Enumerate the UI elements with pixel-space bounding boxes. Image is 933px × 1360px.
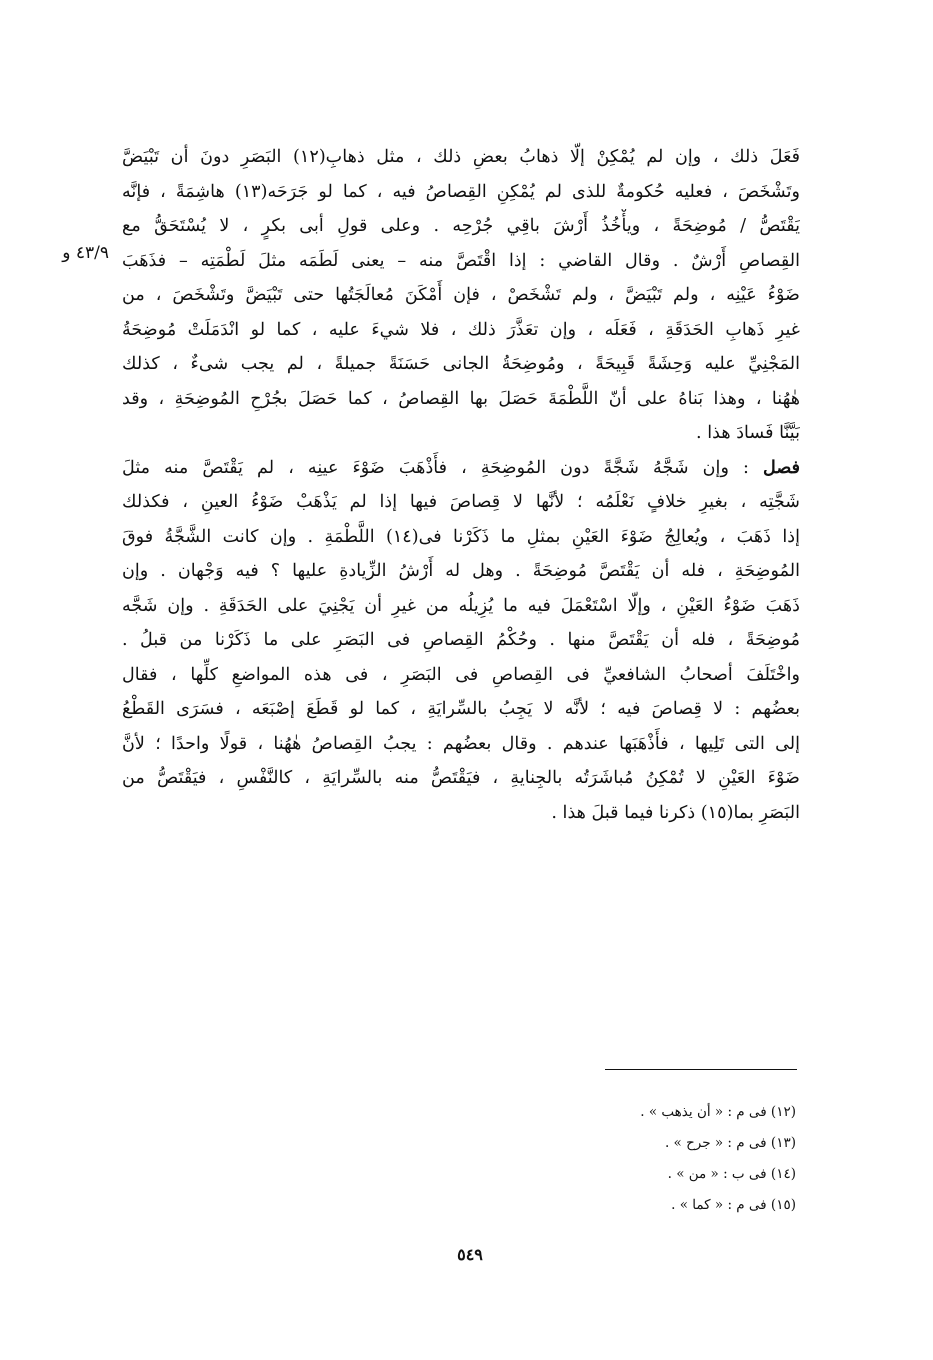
section-heading-line: فصل : وإن شَجَّهُ شَجَّةً دون المُوضِحَةِ ، فأَذْهَبَ ضَوْءَ عينِه ، لم يَقْتَصَّ منه مثلَ [122,456,800,478]
footnote: (١٢) فى م : « أن يذهب » . [640,1104,796,1120]
page-number: ٥٤٩ [457,1245,483,1264]
text-line: ضَوْءُ عَيْنِه ، ولم تَبْيَضَّ ، ولم تَشْخَصْ ، فإن أَمْكَنَ مُعالَجَتُها حتى تَبْيَضَّ وتَشْخَصَ ، من [122,285,800,305]
footnote: (١٣) فى م : « جرح » . [664,1135,796,1151]
text-line: إلى التى تَلِيها ، فأَذْهَبَها عندهم . وقال بعضُهم : يجبُ القِصاصُ هٰهُنا ، قولًا واحدًا ؛ لأنَّ [122,733,800,754]
text-line: المُوضِحَةِ ، فله أن يَقْتَصَّ مُوضِحَةً . وهل له أَرْشُ الزِّيادةِ عليها ؟ فيه وَجْهان . وإن [122,561,800,581]
main-text [122,140,800,830]
margin-folio-reference: ٤٣/٩ و [62,243,109,263]
text-line: ذَهَبَ ضَوْءُ العَيْنِ ، وإلّا اسْتَعْمَلَ فيه ما يُزِيلُه من غيرِ أن يَجْنِيَ على الحَدَقَةِ . وإن شَجَّه [122,595,800,616]
text-line: البَصَرِ بما(١٥) ذكرنا فيما قبلَ هذا . [551,802,800,823]
text-line: ضَوْءَ العَيْنِ لا تُمْكِنُ مُباشَرَتُه بالجِنايةِ ، فيَقْتَصُّ منه بالسِّرايَةِ ، كالنَّفْسِ ، فيَقْتَصُّ من [122,768,800,788]
text-line: فَعَلَ ذلك ، وإن لم يُمْكِنْ إلّا ذهابُ بعضِ ذلك ، مثل ذهابِ(١٢) البَصَرِ دونَ أن تَبْيَضَّ [122,147,800,167]
text-line: غيرِ ذَهابِ الحَدَقَةِ ، فَعَلَه ، وإن تعَذَّرَ ذلك ، فلا شيءَ عليه ، كما لو انْدَمَلَتْ مُوضِحَةُ [122,319,800,340]
text-line: وتَشْخَصَ ، فعليه حُكومةٌ للذى لم يُمْكِنِ القِصاصُ فيه ، كما لو جَرَحَه(١٣) هاشِمَةً ، فإنَّه [122,181,800,202]
footnotes [560,1097,796,1221]
text-line: يَقْتَصُّ / مُوضِحَةً ، ويأْخُذُ أَرْشَ باقِي جُرْحِه . وعلى قولِ أبى بكرٍ ، لا يُسْتَحَقُّ مع [122,216,800,236]
text-line: هٰهُنا ، وهذا بَناهُ على أنّ اللَّطْمَةَ حَصَلَ بها القِصاصُ ، كما حَصَلَ بجُرْحِ المُوضِحَةِ ، وقد [122,388,800,409]
section-keyword: فصل [763,456,800,478]
text-line: شَجَّتِه ، بغيرِ خلافٍ نَعْلَمُه ؛ لأنَّها لا قِصاصَ فيها إذا لم يَذْهَبْ ضَوْءُ العينِ ، فكذلك [122,492,800,512]
text-line: بعضُهم : لا قِصاصَ فيه ؛ لأنَّه لا يَجِبُ بالسِّرايَةِ ، كما لو قَطَعَ إصْبَعَه ، فسَرَى القَطْعُ [122,699,800,719]
text-line: واخْتَلَفَ أصحابُ الشافعيِّ فى القِصاصِ فى البَصَرِ ، فى هذه المواضعِ كلِّها ، فقال [122,664,800,685]
text-line: إذا ذَهَبَ ، ويُعالِجُ ضَوْءَ العَيْنِ بمثلِ ما ذَكَرْنا فى(١٤) اللَّطْمَةِ . وإن كانت الشَّجَّةُ فوقَ [122,526,800,547]
footnote: (١٥) فى م : « كما » . [671,1197,796,1213]
text-line: مُوضِحَةً ، فله أن يَقْتَصَّ منها . وحُكْمُ القِصاصِ فى البَصَرِ على ما ذَكَرْنا من قبلُ . [122,630,800,650]
footnote: (١٤) فى ب : « من » . [667,1166,796,1182]
text-line: بَيَّنَّا فَسادَ هذا . [696,423,800,443]
text-line: المَجْنِيِّ عليه وَحِشَةً قَبِيحَةً ، ومُوضِحَةُ الجانى حَسَنَةً جميلةً ، لم يجب شىءٌ ، كذلك [122,354,800,374]
text-line: القِصاصِ أَرْشٌ . وقال القاضي : إذا اقْتَصَّ منه – يعنى لَطَمَه مثلَ لَطْمَتِه – فذَهَبَ [122,250,800,271]
footnote-separator [605,1069,797,1070]
